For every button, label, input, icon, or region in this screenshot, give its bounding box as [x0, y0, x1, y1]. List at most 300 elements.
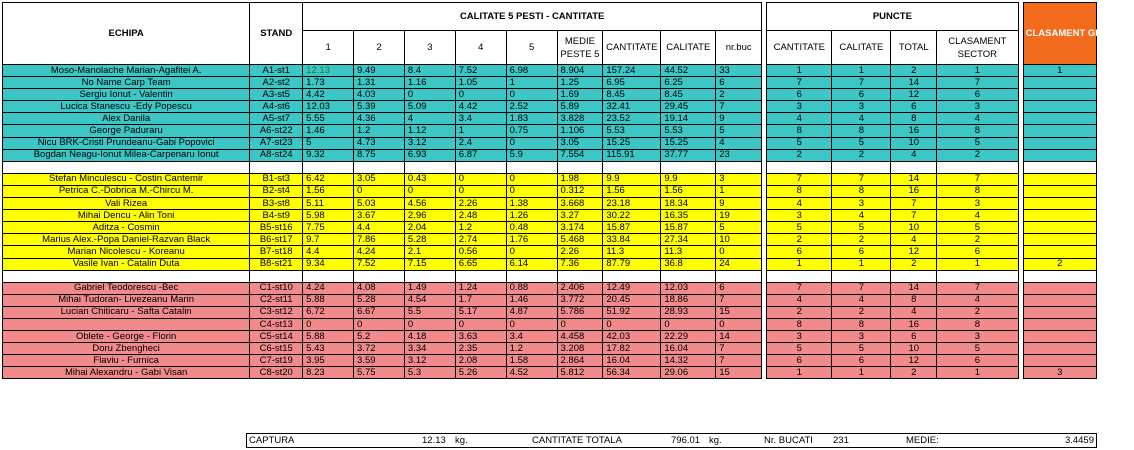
points-quality-cell: 7	[832, 77, 891, 89]
fish-5-cell: 1.76	[506, 234, 557, 246]
sector-ranking-cell: 2	[937, 306, 1018, 318]
table-row	[3, 65, 1097, 77]
overall-ranking-cell	[1023, 343, 1096, 355]
fish-1-cell: 9.32	[303, 149, 354, 161]
sector-ranking-cell: 2	[937, 149, 1018, 161]
team-name-cell: Vasile Ivan - Catalin Duta	[3, 258, 250, 270]
average-5-cell: 3.174	[557, 222, 603, 234]
fish-3-header: 3	[404, 31, 455, 65]
fish-2-cell: 0	[354, 185, 405, 197]
quality-cell: 8.45	[661, 89, 716, 101]
gap-cell	[716, 161, 762, 173]
average-5-cell: 3.828	[557, 113, 603, 125]
points-group-header: PUNCTE	[767, 3, 1018, 31]
quantity-cell: 16.04	[603, 355, 661, 367]
average-5-cell: 0	[557, 318, 603, 330]
sector-ranking-cell: 6	[937, 246, 1018, 258]
points-quality-cell: 8	[832, 125, 891, 137]
fish-3-cell: 3.12	[404, 137, 455, 149]
fish-3-cell: 2.1	[404, 246, 455, 258]
average-5-cell: 5.468	[557, 234, 603, 246]
fish-5-cell: 3.4	[506, 331, 557, 343]
team-name-cell: Bogdan Neagu-Ionut Milea-Carpenaru Ionut	[3, 149, 250, 161]
fish-4-header: 4	[455, 31, 506, 65]
overall-ranking-cell	[1023, 306, 1096, 318]
stand-id-cell: C3-st12	[250, 306, 303, 318]
points-total-cell: 2	[891, 367, 937, 379]
pieces-label: Nr. BUCATI	[764, 435, 813, 446]
quantity-cell: 23.18	[603, 198, 661, 210]
points-quantity-cell: 6	[767, 246, 832, 258]
quantity-cell: 33.84	[603, 234, 661, 246]
fish-5-cell: 1.58	[506, 355, 557, 367]
fish-5-cell: 4.87	[506, 306, 557, 318]
quality-cell: 37.77	[661, 149, 716, 161]
overall-ranking-cell: 2	[1023, 258, 1096, 270]
sector-ranking-cell: 8	[937, 125, 1018, 137]
points-quantity-cell: 8	[767, 185, 832, 197]
points-quantity-cell: 2	[767, 306, 832, 318]
points-quality-cell: 4	[832, 113, 891, 125]
fish-1-cell: 5.98	[303, 210, 354, 222]
overall-ranking-header: CLASAMENT GENERAL	[1023, 3, 1096, 65]
gap-cell	[603, 161, 661, 173]
points-quality-cell: 2	[832, 306, 891, 318]
fish-1-cell: 4.4	[303, 246, 354, 258]
gap-cell	[1023, 161, 1096, 173]
fish-2-cell: 6.67	[354, 306, 405, 318]
pieces-cell: 0	[716, 246, 762, 258]
average-5-cell: 2.406	[557, 282, 603, 294]
fish-2-cell: 4.36	[354, 113, 405, 125]
fish-3-cell: 4.56	[404, 198, 455, 210]
pieces-cell: 5	[716, 222, 762, 234]
fish-1-cell: 12.13	[303, 65, 354, 77]
table-row	[3, 355, 1097, 367]
points-total-cell: 14	[891, 173, 937, 185]
sector-ranking-cell: 7	[937, 77, 1018, 89]
team-name-cell: Mihai Dencu - Alin Toni	[3, 210, 250, 222]
fish-1-cell: 6.42	[303, 173, 354, 185]
points-quantity-cell: 3	[767, 210, 832, 222]
overall-ranking-cell	[1023, 101, 1096, 113]
sector-ranking-cell: 3	[937, 101, 1018, 113]
points-quantity-cell: 1	[767, 258, 832, 270]
table-row	[3, 343, 1097, 355]
gap-cell	[557, 161, 603, 173]
team-name-cell: Stefan Minculescu - Costin Cantemir	[3, 173, 250, 185]
table-row	[3, 234, 1097, 246]
fish-4-cell: 6.65	[455, 258, 506, 270]
table-row	[3, 101, 1097, 113]
points-total-cell: 4	[891, 234, 937, 246]
fish-5-cell: 4.52	[506, 367, 557, 379]
fish-3-cell: 5.09	[404, 101, 455, 113]
overall-ranking-cell	[1023, 173, 1096, 185]
sector-ranking-cell: 4	[937, 113, 1018, 125]
pieces-cell: 6	[716, 282, 762, 294]
points-total-cell: 16	[891, 318, 937, 330]
fish-4-cell: 0	[455, 173, 506, 185]
team-name-cell: Mihai Alexandru - Gabi Visan	[3, 367, 250, 379]
points-quality-cell: 3	[832, 101, 891, 113]
average-label: MEDIE:	[906, 435, 939, 446]
stand-id-cell: C7-st19	[250, 355, 303, 367]
fish-3-cell: 6.93	[404, 149, 455, 161]
quantity-cell: 12.49	[603, 282, 661, 294]
fish-5-cell: 1.46	[506, 294, 557, 306]
quality-cell: 22.29	[661, 331, 716, 343]
fish-3-cell: 0	[404, 318, 455, 330]
team-name-cell: George Paduraru	[3, 125, 250, 137]
team-name-cell: Marian Nicolescu - Koreanu	[3, 246, 250, 258]
stand-id-cell: A1-st1	[250, 65, 303, 77]
team-name-cell: Nicu BRK-Cristi Prundeanu-Gabi Popovici	[3, 137, 250, 149]
overall-ranking-cell: 1	[1023, 65, 1096, 77]
fish-2-cell: 5.2	[354, 331, 405, 343]
pieces-cell: 15	[716, 367, 762, 379]
quality-cell: 29.45	[661, 101, 716, 113]
sector-ranking-cell: 7	[937, 173, 1018, 185]
fish-4-cell: 0.56	[455, 246, 506, 258]
stand-id-cell: B7-st18	[250, 246, 303, 258]
quantity-cell: 115.91	[603, 149, 661, 161]
quality-cell: 29.06	[661, 367, 716, 379]
average-5-cell: 4.458	[557, 331, 603, 343]
fish-4-cell: 2.35	[455, 343, 506, 355]
pieces-cell: 7	[716, 101, 762, 113]
quantity-cell: 157.24	[603, 65, 661, 77]
total-quantity-value: 796.01	[671, 435, 701, 446]
points-total-cell: 7	[891, 198, 937, 210]
sector-ranking-cell: 1	[937, 258, 1018, 270]
overall-ranking-cell	[1023, 89, 1096, 101]
overall-ranking-cell	[1023, 246, 1096, 258]
fish-4-cell: 7.52	[455, 65, 506, 77]
fish-2-cell: 3.05	[354, 173, 405, 185]
gap-cell	[506, 161, 557, 173]
fish-2-cell: 3.67	[354, 210, 405, 222]
fish-5-cell: 0	[506, 246, 557, 258]
table-row	[3, 198, 1097, 210]
overall-ranking-cell: 3	[1023, 367, 1096, 379]
fish-4-cell: 5.17	[455, 306, 506, 318]
table-row	[3, 77, 1097, 89]
team-name-cell: Marius Alex.-Popa Daniel-Razvan Black	[3, 234, 250, 246]
quantity-cell: 0	[603, 318, 661, 330]
fish-4-cell: 1	[455, 125, 506, 137]
pieces-cell: 14	[716, 331, 762, 343]
stand-id-cell: A8-st24	[250, 149, 303, 161]
quality-cell: 0	[661, 318, 716, 330]
points-quantity-cell: 6	[767, 89, 832, 101]
pieces-cell: 7	[716, 355, 762, 367]
quantity-header: CANTITATE	[603, 31, 661, 65]
fish-1-cell: 0	[303, 318, 354, 330]
average-5-cell: 2.26	[557, 246, 603, 258]
table-row	[3, 318, 1097, 330]
fish-3-cell: 0.43	[404, 173, 455, 185]
points-quantity-cell: 8	[767, 318, 832, 330]
team-name-cell: Mihai Tudoran- Livezeanu Marin	[3, 294, 250, 306]
points-quality-cell: 5	[832, 343, 891, 355]
quality-cell: 18.86	[661, 294, 716, 306]
points-quality-cell: 3	[832, 331, 891, 343]
average-5-cell: 3.208	[557, 343, 603, 355]
pieces-cell: 5	[716, 125, 762, 137]
quantity-cell: 15.25	[603, 137, 661, 149]
points-total-cell: 14	[891, 282, 937, 294]
average-5-cell: 1.106	[557, 125, 603, 137]
fish-5-cell: 0	[506, 318, 557, 330]
team-name-cell: Lucian Chiticaru - Safta Catalin	[3, 306, 250, 318]
fish-3-cell: 2.96	[404, 210, 455, 222]
points-quantity-cell: 7	[767, 282, 832, 294]
points-total-cell: 8	[891, 113, 937, 125]
fish-5-cell: 1.2	[506, 343, 557, 355]
team-name-cell: No Name Carp Team	[3, 77, 250, 89]
stand-id-cell: C8-st20	[250, 367, 303, 379]
fish-2-cell: 4.24	[354, 246, 405, 258]
catch-unit: kg.	[455, 435, 468, 446]
quality-cell: 11.3	[661, 246, 716, 258]
fish-5-cell: 0	[506, 185, 557, 197]
fish-4-cell: 6.87	[455, 149, 506, 161]
quantity-cell: 17.82	[603, 343, 661, 355]
points-quality-cell: 5	[832, 137, 891, 149]
fish-1-cell: 5.43	[303, 343, 354, 355]
quality-cell: 14.32	[661, 355, 716, 367]
quality-cell: 5.53	[661, 125, 716, 137]
table-row	[3, 149, 1097, 161]
fish-5-cell: 6.98	[506, 65, 557, 77]
fish-3-cell: 1.49	[404, 282, 455, 294]
fish-4-cell: 2.48	[455, 210, 506, 222]
points-quality-cell: 4	[832, 294, 891, 306]
gap-cell	[716, 270, 762, 282]
sector-ranking-cell: 5	[937, 222, 1018, 234]
fish-5-cell: 1	[506, 77, 557, 89]
points-total-cell: 4	[891, 149, 937, 161]
overall-ranking-cell	[1023, 210, 1096, 222]
stand-id-cell: C5-st14	[250, 331, 303, 343]
points-total-cell: 2	[891, 258, 937, 270]
gap-cell	[832, 161, 891, 173]
quantity-cell: 56.34	[603, 367, 661, 379]
points-quality-cell: 2	[832, 234, 891, 246]
fish-1-cell: 5.88	[303, 331, 354, 343]
quality-cell: 18.34	[661, 198, 716, 210]
fish-5-cell: 0	[506, 137, 557, 149]
points-total-cell: 10	[891, 222, 937, 234]
fish-2-cell: 5.28	[354, 294, 405, 306]
points-quality-cell: 6	[832, 355, 891, 367]
fish-3-cell: 7.15	[404, 258, 455, 270]
fish-3-cell: 0	[404, 89, 455, 101]
points-quality-header: CALITATE	[832, 31, 891, 65]
points-total-cell: 10	[891, 343, 937, 355]
gap-cell	[250, 270, 303, 282]
average-5-cell: 5.89	[557, 101, 603, 113]
table-row	[3, 246, 1097, 258]
pieces-cell: 6	[716, 77, 762, 89]
overall-ranking-cell	[1023, 125, 1096, 137]
sector-ranking-cell: 3	[937, 331, 1018, 343]
points-quantity-cell: 7	[767, 173, 832, 185]
table-row	[3, 282, 1097, 294]
quality-cell: 12.03	[661, 282, 716, 294]
gap-cell	[3, 161, 250, 173]
quantity-cell: 87.79	[603, 258, 661, 270]
team-header: ECHIPA	[3, 3, 250, 65]
fish-5-cell: 5.9	[506, 149, 557, 161]
points-quantity-cell: 4	[767, 198, 832, 210]
fish-4-cell: 2.08	[455, 355, 506, 367]
points-quantity-cell: 1	[767, 367, 832, 379]
gap-cell	[404, 161, 455, 173]
sector-ranking-cell: 6	[937, 89, 1018, 101]
fish-1-cell: 5	[303, 137, 354, 149]
fish-1-header: 1	[303, 31, 354, 65]
gap-cell	[303, 270, 354, 282]
fish-5-cell: 6.14	[506, 258, 557, 270]
points-quantity-cell: 5	[767, 137, 832, 149]
points-quality-cell: 6	[832, 89, 891, 101]
points-quantity-cell: 4	[767, 113, 832, 125]
team-name-cell: Doru Zbengheci	[3, 343, 250, 355]
stand-id-cell: C6-st15	[250, 343, 303, 355]
gap-cell	[603, 270, 661, 282]
table-row	[3, 137, 1097, 149]
fish-5-header: 5	[506, 31, 557, 65]
fish-4-cell: 2.26	[455, 198, 506, 210]
pieces-cell: 19	[716, 210, 762, 222]
pieces-cell: 4	[716, 137, 762, 149]
fish-4-cell: 1.7	[455, 294, 506, 306]
quality-cell: 15.25	[661, 137, 716, 149]
fish-4-cell: 0	[455, 318, 506, 330]
stand-id-cell: B6-st17	[250, 234, 303, 246]
points-quantity-cell: 7	[767, 77, 832, 89]
team-name-cell: Gabriel Teodorescu -Bec	[3, 282, 250, 294]
team-name-cell	[3, 318, 250, 330]
gap-cell	[937, 161, 1018, 173]
pieces-cell: 23	[716, 149, 762, 161]
average-5-cell: 5.812	[557, 367, 603, 379]
points-total-cell: 12	[891, 246, 937, 258]
quality-cell: 28.93	[661, 306, 716, 318]
points-quality-cell: 1	[832, 258, 891, 270]
fish-2-cell: 5.39	[354, 101, 405, 113]
pieces-cell: 15	[716, 306, 762, 318]
sector-ranking-header: CLASAMENT SECTOR	[937, 31, 1018, 65]
sector-ranking-cell: 7	[937, 282, 1018, 294]
sector-ranking-cell: 5	[937, 137, 1018, 149]
stand-id-cell: B5-st16	[250, 222, 303, 234]
quality-cell: 19.14	[661, 113, 716, 125]
points-quality-cell: 5	[832, 222, 891, 234]
pieces-cell: 24	[716, 258, 762, 270]
fish-4-cell: 3.4	[455, 113, 506, 125]
fish-3-cell: 5.28	[404, 234, 455, 246]
average-5-cell: 5.786	[557, 306, 603, 318]
points-quantity-cell: 2	[767, 234, 832, 246]
stand-id-cell: B2-st4	[250, 185, 303, 197]
average-5-cell: 1.69	[557, 89, 603, 101]
count-header: nr.buc	[716, 31, 762, 65]
fish-4-cell: 5.26	[455, 367, 506, 379]
stand-id-cell: A6-st22	[250, 125, 303, 137]
fish-2-cell: 1.2	[354, 125, 405, 137]
average-5-cell: 3.668	[557, 198, 603, 210]
points-quantity-cell: 1	[767, 65, 832, 77]
gap-cell	[891, 270, 937, 282]
fish-4-cell: 0	[455, 185, 506, 197]
fish-2-cell: 8.75	[354, 149, 405, 161]
points-quality-cell: 3	[832, 198, 891, 210]
catch-value: 12.13	[422, 435, 446, 446]
fish-2-cell: 1.31	[354, 77, 405, 89]
points-quantity-cell: 8	[767, 125, 832, 137]
average-5-cell: 3.772	[557, 294, 603, 306]
points-quantity-cell: 3	[767, 101, 832, 113]
points-quantity-cell: 3	[767, 331, 832, 343]
team-name-cell: Alex Danila	[3, 113, 250, 125]
points-total-cell: 14	[891, 77, 937, 89]
table-row	[3, 331, 1097, 343]
quantity-cell: 8.45	[603, 89, 661, 101]
fish-1-cell: 4.42	[303, 89, 354, 101]
pieces-cell: 33	[716, 65, 762, 77]
fish-4-cell: 1.2	[455, 222, 506, 234]
stand-id-cell: C1-st10	[250, 282, 303, 294]
stand-id-cell: B1-st3	[250, 173, 303, 185]
fish-1-cell: 9.34	[303, 258, 354, 270]
stand-id-cell: A4-st6	[250, 101, 303, 113]
points-quantity-cell: 6	[767, 355, 832, 367]
team-name-cell: Aditza - Cosmin	[3, 222, 250, 234]
table-row	[3, 125, 1097, 137]
fish-1-cell: 8.23	[303, 367, 354, 379]
fish-4-cell: 1.05	[455, 77, 506, 89]
fish-4-cell: 2.74	[455, 234, 506, 246]
fish-4-cell: 1.24	[455, 282, 506, 294]
overall-ranking-cell	[1023, 113, 1096, 125]
points-quality-cell: 6	[832, 246, 891, 258]
quantity-cell: 9.9	[603, 173, 661, 185]
overall-ranking-cell	[1023, 234, 1096, 246]
average-5-cell: 1.98	[557, 173, 603, 185]
fish-2-header: 2	[354, 31, 405, 65]
average-5-cell: 7.554	[557, 149, 603, 161]
fish-2-cell: 4.73	[354, 137, 405, 149]
points-total-cell: 12	[891, 89, 937, 101]
pieces-cell: 9	[716, 198, 762, 210]
gap-cell	[767, 270, 832, 282]
gap-cell	[404, 270, 455, 282]
gap-cell	[3, 270, 250, 282]
quantity-cell: 42.03	[603, 331, 661, 343]
fish-5-cell: 0.88	[506, 282, 557, 294]
fish-3-cell: 5.5	[404, 306, 455, 318]
fish-2-cell: 5.75	[354, 367, 405, 379]
sector-ranking-cell: 4	[937, 294, 1018, 306]
gap-cell	[354, 270, 405, 282]
fish-3-cell: 5.3	[404, 367, 455, 379]
average-5-cell: 3.27	[557, 210, 603, 222]
quantity-cell: 20.45	[603, 294, 661, 306]
average-value: 3.4459	[1064, 435, 1094, 446]
